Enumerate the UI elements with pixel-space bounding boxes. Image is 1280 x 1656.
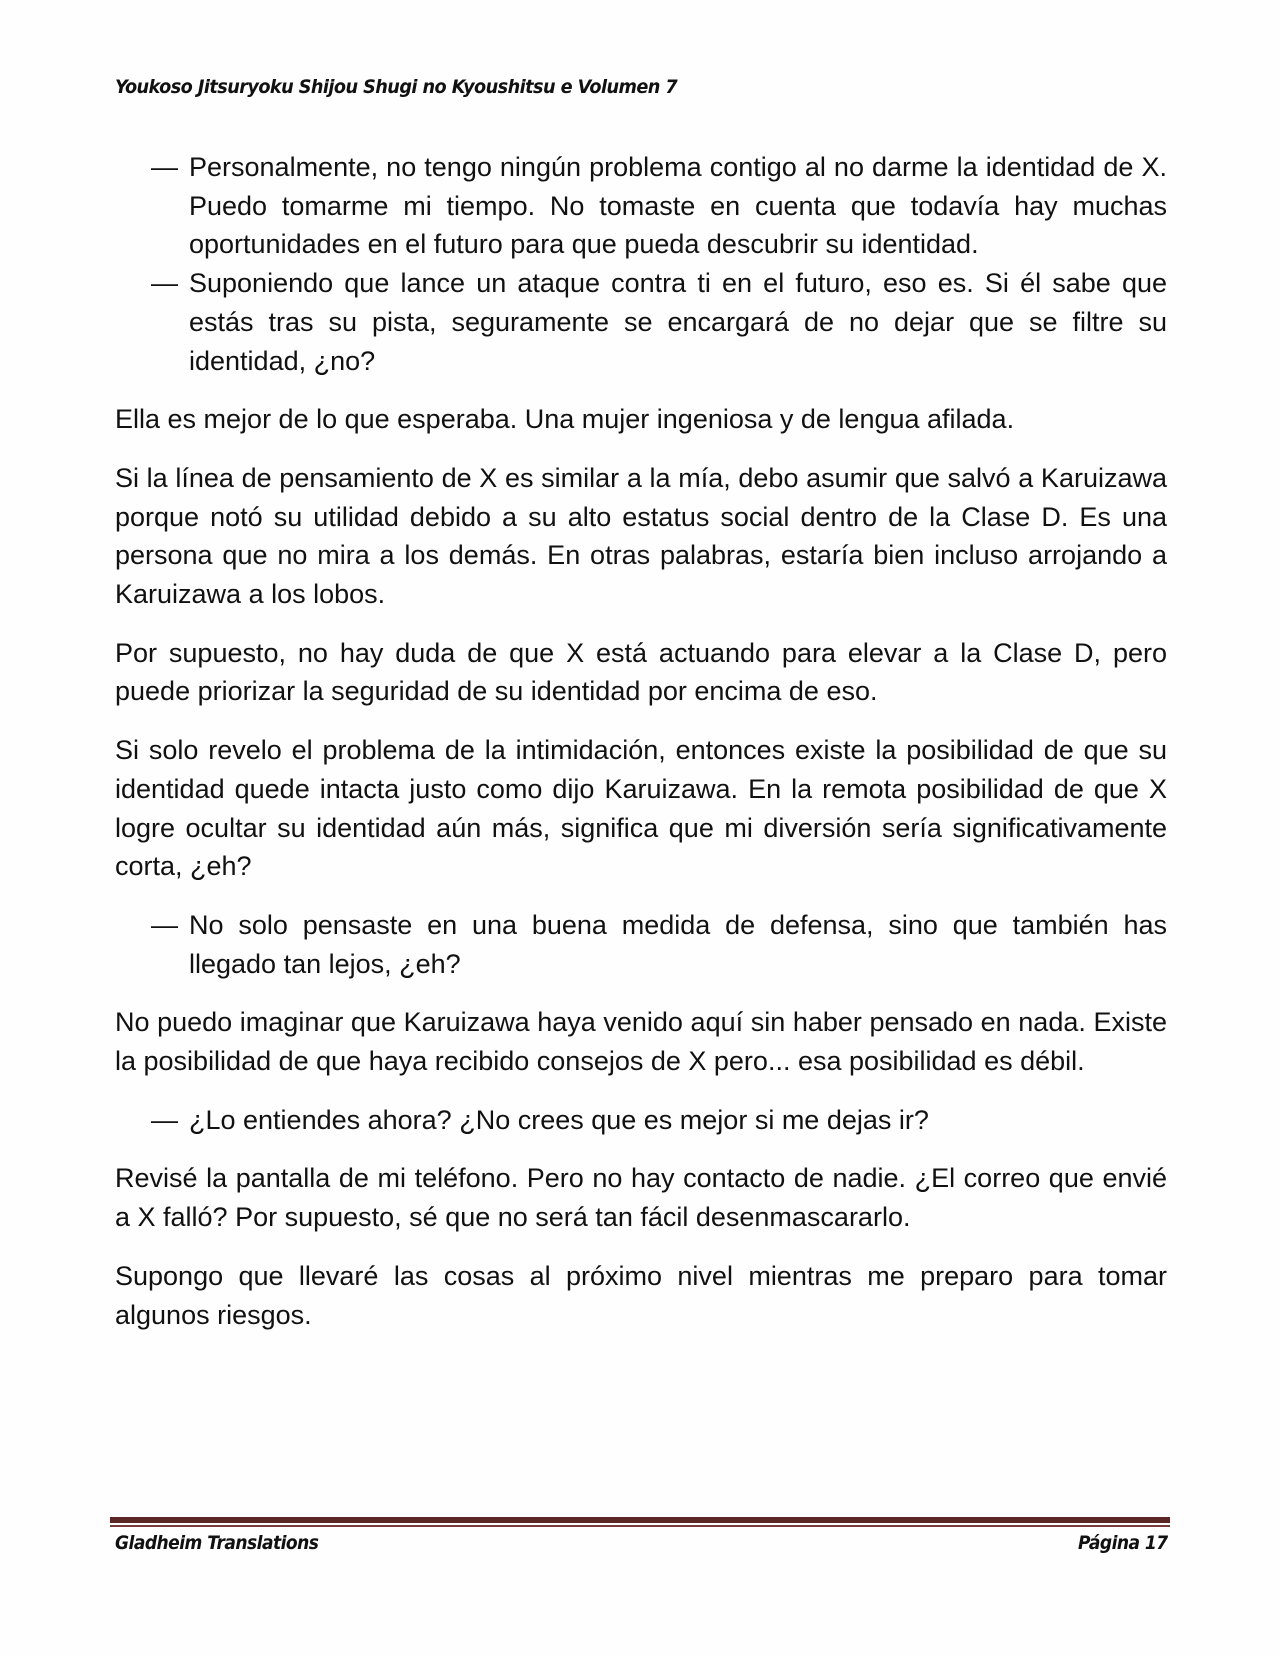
dialogue-line — [115, 1101, 1167, 1140]
em-dash: — — [151, 1104, 178, 1135]
footer-page-number: Página 17 — [1078, 1532, 1168, 1554]
dialogue-block — [115, 906, 1167, 983]
paragraph: Si solo revelo el problema de la intimidación, entonces existe la posibilidad de que su identidad quede intacta justo como dijo Karuizawa. En la remota posibilidad de que X logre ocultar su identidad aún más, significa que mi diversión sería significativamente corta, ¿eh? — [115, 735, 1167, 882]
paragraph: Por supuesto, no hay duda de que X está actuando para elevar a la Clase D, pero puede priorizar la seguridad de su identidad por encima de eso. — [115, 637, 1167, 707]
dialogue-text: No solo pensaste en una buena medida de defensa, sino que también has llegado tan lejos, ¿eh? — [189, 909, 1167, 979]
dialogue-text: Suponiendo que lance un ataque contra ti en el futuro, eso es. Si él sabe que estás tras su pista, seguramente se encargará de no dejar que se filtre su identidad, ¿no? — [189, 268, 1167, 376]
paragraph: Si la línea de pensamiento de X es similar a la mía, debo asumir que salvó a Karuizawa porque notó su utilidad debido a su alto estatus social dentro de la Clase D. Es una persona que no mira a los demás. En otras palabras, estaría bien incluso arrojando a Karuizawa a los lobos. — [115, 462, 1167, 610]
paragraph: Revisé la pantalla de mi teléfono. Pero no hay contacto de nadie. ¿El correo que envié a X falló? Por supuesto, sé que no será tan fácil desenmascararlo. — [115, 1163, 1167, 1233]
running-header-title: Youkoso Jitsuryoku Shijou Shugi no Kyoushitsu e Volumen 7 — [115, 76, 678, 98]
em-dash: — — [151, 152, 178, 182]
dialogue-line — [115, 148, 1167, 264]
dialogue-block — [115, 148, 1167, 380]
em-dash: — — [151, 909, 178, 940]
paragraph: Ella es mejor de lo que esperaba. Una mujer ingeniosa y de lengua afilada. — [115, 404, 1015, 435]
paragraph: Supongo que llevaré las cosas al próximo nivel mientras me preparo para tomar algunos riesgos. — [115, 1260, 1167, 1330]
em-dash: — — [151, 268, 178, 299]
dialogue-text: Personalmente, no tengo ningún problema contigo al no darme la identidad de X. Puedo tomarme mi tiempo. No tomaste en cuenta que todavía hay muchas oportunidades en el futuro para que pueda descubrir su identidad. — [189, 152, 1167, 260]
footer-translator-credit: Gladheim Translations — [115, 1532, 319, 1554]
body-text — [115, 148, 1167, 1354]
dialogue-line — [115, 906, 1167, 983]
footer-rule-thin — [110, 1525, 1170, 1527]
footer-rule — [110, 1517, 1170, 1523]
paragraph: No puedo imaginar que Karuizawa haya venido aquí sin haber pensado en nada. Existe la posibilidad de que haya recibido consejos de X pero... esa posibilidad es débil. — [115, 1007, 1167, 1077]
dialogue-text: ¿Lo entiendes ahora? ¿No crees que es mejor si me dejas ir? — [189, 1104, 929, 1135]
dialogue-block — [115, 1101, 1167, 1140]
dialogue-line — [115, 264, 1167, 380]
